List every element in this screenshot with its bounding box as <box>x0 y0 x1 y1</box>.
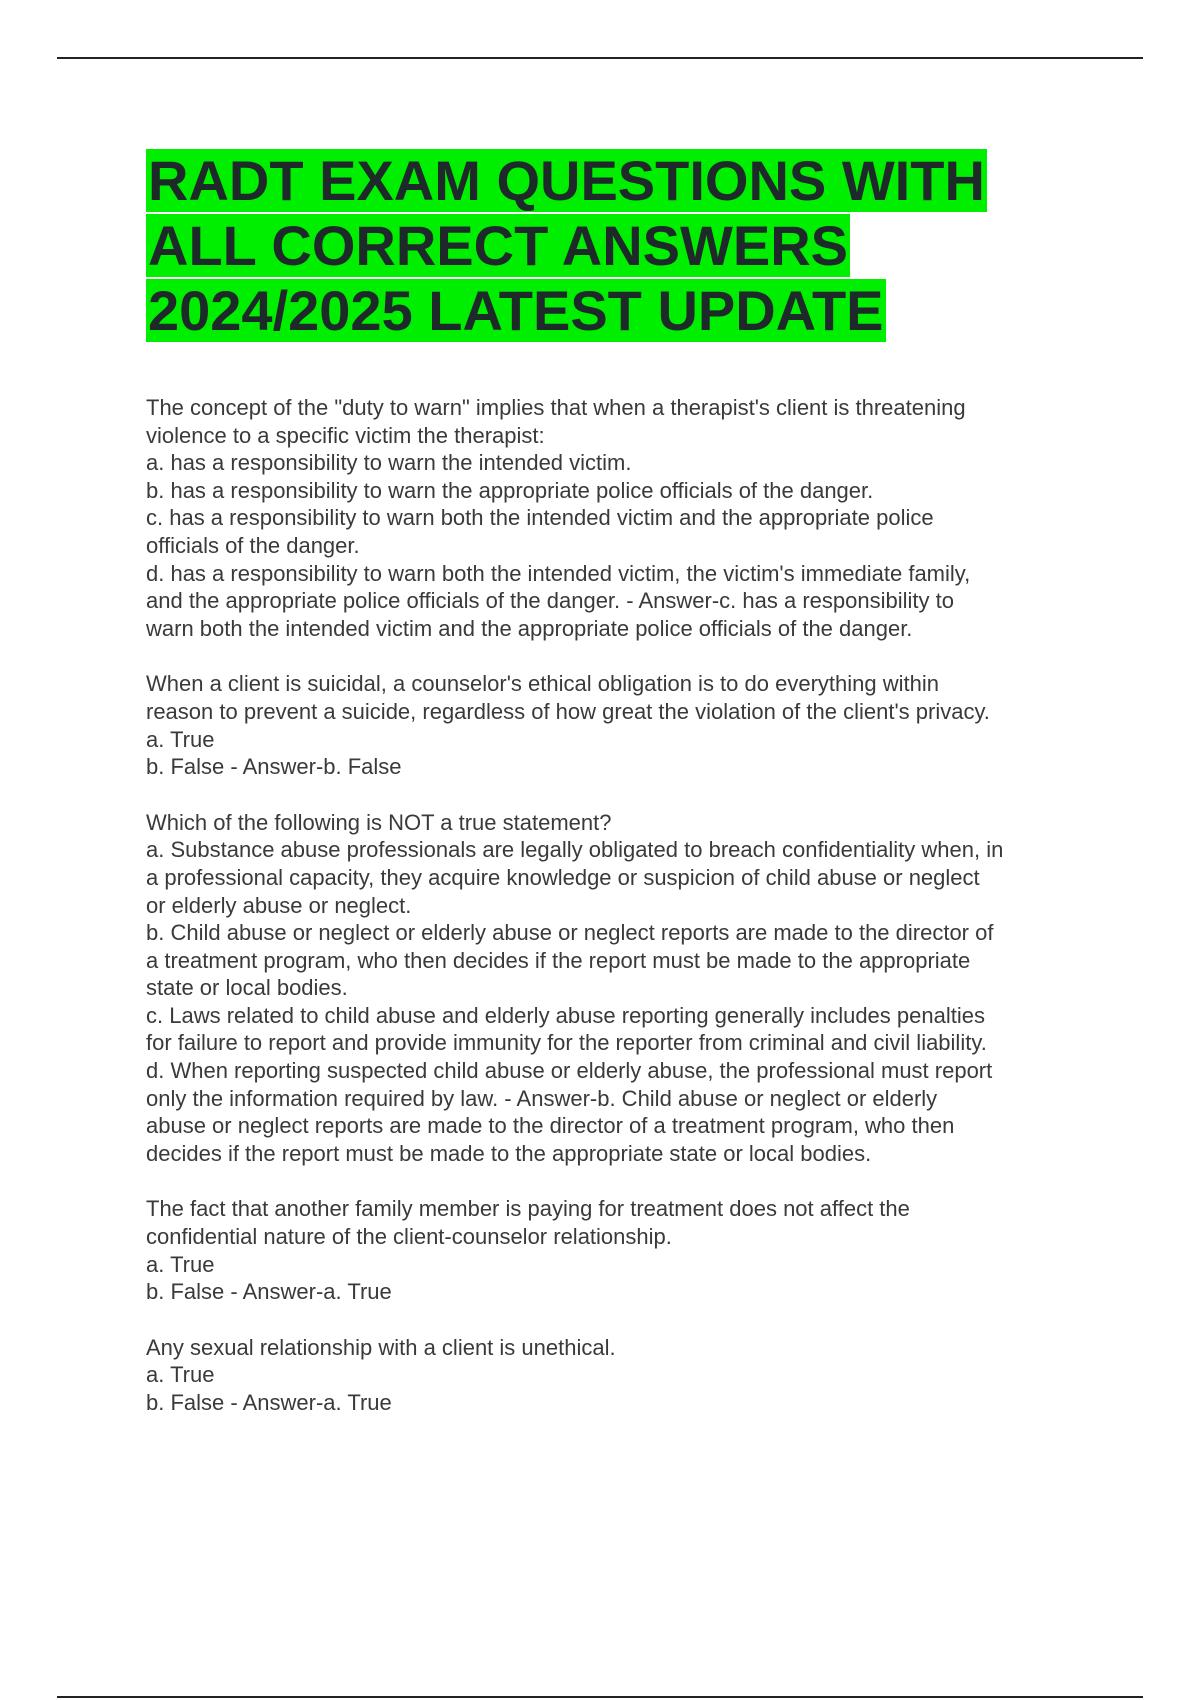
question-text-line: b. Child abuse or neglect or elderly abuse or neglect reports are made to the director of <box>146 920 994 946</box>
title-line-1: RADT EXAM QUESTIONS WITH <box>148 149 985 212</box>
question-text-line: c. Laws related to child abuse and elderly abuse reporting generally includes penalties <box>146 1002 985 1028</box>
question-text-line: b. False - Answer-a. True <box>146 1390 392 1415</box>
question-text-line: The concept of the "duty to warn" implies that when a therapist's client is threatening <box>146 395 966 420</box>
question-text-line: reason to prevent a suicide, regardless of how great the violation of the client's privacy. <box>146 698 990 724</box>
question-text-line: Any sexual relationship with a client is unethical. <box>146 1334 616 1360</box>
question-text-line: d. When reporting suspected child abuse or elderly abuse, the professional must report <box>146 1058 993 1084</box>
question-block <box>146 809 1096 1168</box>
question-text-line: state or local bodies. <box>146 975 348 1001</box>
question-text-line: d. has a responsibility to warn both the intended victim, the victim's immediate family, <box>146 560 971 586</box>
question-text-line: a. True <box>146 726 215 752</box>
question-text-line: and the appropriate police officials of the danger. - Answer-c. has a responsibility to <box>146 588 954 614</box>
question-text-line: a. Substance abuse professionals are legally obligated to breach confidentiality when, in <box>146 837 1004 863</box>
question-text-line: abuse or neglect reports are made to the director of a treatment program, who then <box>146 1113 955 1139</box>
question-text-line: confidential nature of the client-counselor relationship. <box>146 1224 672 1250</box>
question-text-line: for failure to report and provide immunity for the reporter from criminal and civil liability. <box>146 1030 987 1056</box>
question-text-line: Which of the following is NOT a true statement? <box>146 809 612 835</box>
question-text-line: violence to a specific victim the therapist: <box>146 422 545 448</box>
question-text-line: a treatment program, who then decides if the report must be made to the appropriate <box>146 947 971 973</box>
question-text-line: c. has a responsibility to warn both the intended victim and the appropriate police <box>146 505 934 531</box>
question-block <box>146 1195 1096 1305</box>
question-text-line: When a client is suicidal, a counselor's ethical obligation is to do everything within <box>146 671 939 697</box>
question-text-line: b. False - Answer-b. False <box>146 754 402 780</box>
document-title <box>146 148 1106 343</box>
question-block <box>146 670 1096 780</box>
question-text-line: The fact that another family member is paying for treatment does not affect the <box>146 1196 910 1222</box>
question-text-line: a. True <box>146 1251 215 1277</box>
question-text-line: a professional capacity, they acquire knowledge or suspicion of child abuse or neglect <box>146 864 980 890</box>
question-text-line: a. has a responsibility to warn the intended victim. <box>146 450 632 476</box>
question-text-line: or elderly abuse or neglect. <box>146 892 412 918</box>
question-text-line: b. False - Answer-a. True <box>146 1279 392 1305</box>
header-rule <box>57 57 1143 59</box>
question-text-line: decides if the report must be made to the appropriate state or local bodies. <box>146 1140 872 1166</box>
questions-list <box>146 394 1096 1445</box>
question-block <box>146 1334 1096 1417</box>
footer-rule <box>57 1696 1143 1698</box>
title-line-3: 2024/2025 LATEST UPDATE <box>148 279 884 342</box>
question-text-line: officials of the danger. <box>146 532 360 558</box>
question-text-line: a. True <box>146 1362 215 1388</box>
question-text-line: only the information required by law. - Answer-b. Child abuse or neglect or elderly <box>146 1085 938 1111</box>
title-line-2: ALL CORRECT ANSWERS <box>148 214 848 277</box>
question-block <box>146 394 1096 642</box>
question-text-line: warn both the intended victim and the appropriate police officials of the danger. <box>146 615 913 641</box>
question-text-line: b. has a responsibility to warn the appropriate police officials of the danger. <box>146 477 874 503</box>
